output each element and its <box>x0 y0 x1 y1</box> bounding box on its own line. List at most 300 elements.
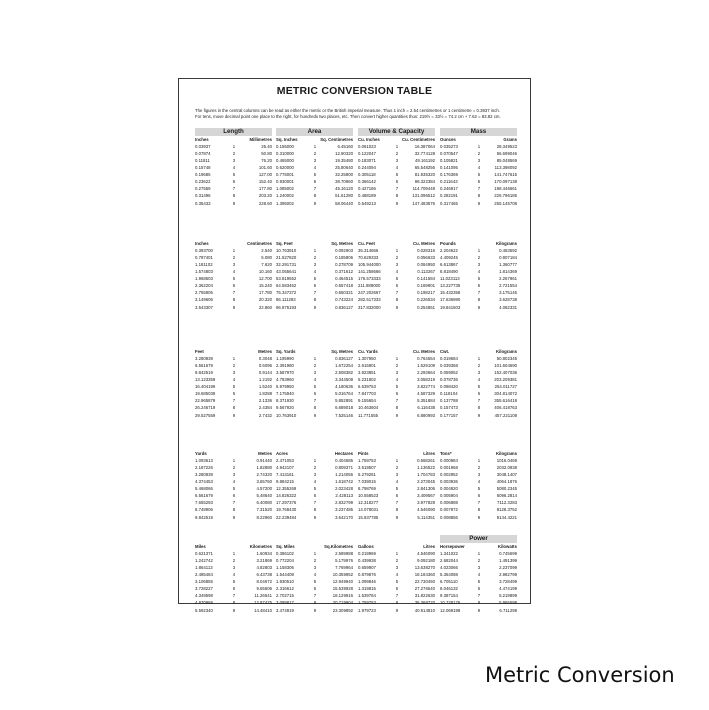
value-left: 17.636980 <box>440 297 461 303</box>
table-row <box>358 571 435 578</box>
intro-line: For tens, move decimal point one place to the right, for hundreds two places, etc. Then convert higher quantities thus: 219½ = 33½ = 74.2 cm + 7.62 = 83.82 cm. <box>195 114 501 120</box>
column-header <box>440 348 517 355</box>
value-right: 0.743224 <box>335 297 353 303</box>
value-left: 0.122047 <box>358 150 376 156</box>
value-factor: 3 <box>232 157 236 163</box>
table-row <box>195 268 272 275</box>
table-row <box>358 485 435 492</box>
category-banner: Area <box>276 128 353 136</box>
table-row <box>276 507 353 514</box>
value-factor: 1 <box>477 143 481 149</box>
value-right: 0.278709 <box>335 261 353 267</box>
value-factor: 7 <box>232 398 236 404</box>
table-row <box>276 362 353 369</box>
table-row <box>195 171 272 178</box>
value-right: 2.982799 <box>499 572 517 578</box>
value-left: 0.386102 <box>276 550 294 556</box>
value-factor: 4 <box>395 572 399 578</box>
value-left: 15.837785 <box>358 514 379 520</box>
value-factor: 8 <box>395 507 399 513</box>
value-factor: 6 <box>313 179 317 185</box>
value-left: 6.613867 <box>440 261 458 267</box>
value-left: 0.439938 <box>358 557 376 563</box>
column-header <box>276 136 353 143</box>
value-left: 3.149606 <box>195 297 213 303</box>
table-row <box>440 514 517 521</box>
value-right: 58.06440 <box>335 200 353 206</box>
value-left: 1.979723 <box>358 607 376 613</box>
table-row <box>276 485 353 492</box>
value-left: 0.078736 <box>440 377 458 383</box>
value-left: 0.879876 <box>358 572 376 578</box>
table-row <box>195 571 272 578</box>
column-header <box>276 450 353 457</box>
value-left: 0.19685 <box>195 172 211 178</box>
value-factor: 2 <box>395 464 399 470</box>
value-factor: 7 <box>477 500 481 506</box>
conversion-table-card <box>178 78 531 613</box>
value-factor: 9 <box>232 200 236 206</box>
value-factor: 3 <box>395 157 399 163</box>
column-header <box>195 450 272 457</box>
value-left: 6.561679 <box>195 493 213 499</box>
value-left: 2.316612 <box>276 586 294 592</box>
table-row <box>440 571 517 578</box>
value-left: 2.471053 <box>276 457 294 463</box>
header-right-unit: Grams <box>503 137 517 142</box>
value-left: 3.280839 <box>195 471 213 477</box>
table-row <box>440 412 517 419</box>
value-left: 4.970969 <box>195 600 213 606</box>
header-left-unit: Inches <box>195 137 209 142</box>
value-right: 6.40080 <box>256 500 272 506</box>
value-factor: 4 <box>395 165 399 171</box>
value-right: 65.548256 <box>414 165 435 171</box>
value-factor: 6 <box>232 391 236 397</box>
value-left: 1.242742 <box>195 557 213 563</box>
value-left: 0.008856 <box>440 514 458 520</box>
table-row <box>195 143 272 150</box>
value-left: 29.527559 <box>195 412 216 418</box>
table-row <box>195 600 272 607</box>
conversion-block <box>195 232 272 311</box>
table-row <box>440 193 517 200</box>
value-left: 3.088817 <box>276 600 294 606</box>
table-row <box>440 585 517 592</box>
value-right: 9.092180 <box>417 557 435 563</box>
value-left: 0.019684 <box>440 355 458 361</box>
value-left: 12.355269 <box>276 486 297 492</box>
value-left: 7.847703 <box>358 391 376 397</box>
value-factor: 8 <box>232 405 236 411</box>
value-right: 12.87475 <box>254 600 272 606</box>
table-row <box>195 578 272 585</box>
value-left: 3.587970 <box>276 369 294 375</box>
value-left: 0.31496 <box>195 193 211 199</box>
value-left: 0.549213 <box>358 200 376 206</box>
value-left: 8.748906 <box>195 507 213 513</box>
value-factor: 6 <box>477 179 481 185</box>
header-right-unit: Litres <box>423 544 435 549</box>
value-factor: 1 <box>313 457 317 463</box>
value-right: 114.709448 <box>412 186 435 192</box>
table-row <box>440 150 517 157</box>
value-factor: 1 <box>232 550 236 556</box>
value-right: 11.26541 <box>254 593 272 599</box>
value-right: 406.418763 <box>494 405 517 411</box>
value-left: 0.465000 <box>276 157 294 163</box>
header-left-unit: Inches <box>195 241 209 246</box>
column-header <box>358 543 435 550</box>
value-factor: 8 <box>477 405 481 411</box>
value-factor: 2 <box>313 362 317 368</box>
value-right: 0.185806 <box>335 254 353 260</box>
value-right: 2.721554 <box>499 283 517 289</box>
value-factor: 8 <box>232 507 236 513</box>
value-right: 7.620 <box>261 261 272 267</box>
table-row <box>358 157 435 164</box>
table-row <box>358 492 435 499</box>
value-left: 4.374453 <box>195 479 213 485</box>
value-factor: 6 <box>395 493 399 499</box>
header-right-unit: Kilowatts <box>497 544 517 549</box>
value-right: 1.136522 <box>417 464 435 470</box>
value-right: 7112.3283 <box>497 500 517 506</box>
value-left: 0.282191 <box>440 193 458 199</box>
conversion-block <box>440 535 517 614</box>
table-row <box>195 398 272 405</box>
table-row <box>195 355 272 362</box>
value-right: 56.699046 <box>496 150 517 156</box>
value-right: 20.320 <box>258 297 272 303</box>
value-factor: 3 <box>477 369 481 375</box>
value-right: 5.080 <box>261 254 272 260</box>
conversion-block <box>440 128 517 207</box>
value-factor: 5 <box>313 172 317 178</box>
value-right: 177.80 <box>258 186 272 192</box>
conversion-block <box>276 442 353 521</box>
column-header <box>440 543 517 550</box>
value-factor: 5 <box>313 276 317 282</box>
table-row <box>276 457 353 464</box>
table-row <box>440 261 517 268</box>
value-factor: 1 <box>232 247 236 253</box>
value-right: 32.774128 <box>414 150 435 156</box>
value-left: 105.944000 <box>358 261 381 267</box>
value-right: 16.387064 <box>414 143 435 149</box>
value-left: 2.755905 <box>195 290 213 296</box>
value-right: 355.616418 <box>494 398 517 404</box>
value-factor: 5 <box>477 486 481 492</box>
value-right: 2.273045 <box>417 479 435 485</box>
value-factor: 3 <box>313 261 317 267</box>
table-row <box>440 186 517 193</box>
value-left: 1.539784 <box>358 593 376 599</box>
value-right: 2.4384 <box>258 405 272 411</box>
value-left: 6.539753 <box>358 384 376 390</box>
value-factor: 4 <box>313 377 317 383</box>
value-left: 32.291731 <box>276 261 297 267</box>
value-left: 43.055641 <box>276 269 297 275</box>
value-right: 23.309892 <box>332 607 353 613</box>
value-factor: 1 <box>477 457 481 463</box>
value-factor: 3 <box>395 471 399 477</box>
value-left: 0.002952 <box>440 471 458 477</box>
value-factor: 1 <box>395 143 399 149</box>
table-row <box>195 290 272 297</box>
table-row <box>195 390 272 397</box>
value-factor: 9 <box>313 412 317 418</box>
table-row <box>195 369 272 376</box>
column-header <box>276 348 353 355</box>
table-row <box>440 578 517 585</box>
value-left: 1.093613 <box>195 457 213 463</box>
value-factor: 1 <box>477 247 481 253</box>
value-left: 0.118104 <box>440 391 458 397</box>
value-right: 0.226534 <box>417 297 435 303</box>
value-factor: 8 <box>313 193 317 199</box>
table-row <box>440 564 517 571</box>
value-right: 1.82880 <box>256 464 272 470</box>
table-row <box>440 290 517 297</box>
value-right: 1.2192 <box>258 377 272 383</box>
value-left: 0.004920 <box>440 486 458 492</box>
table-row <box>276 304 353 311</box>
table-row <box>276 193 353 200</box>
value-factor: 8 <box>477 600 481 606</box>
value-factor: 9 <box>477 514 481 520</box>
value-factor: 9 <box>477 304 481 310</box>
value-factor: 1 <box>232 457 236 463</box>
table-row <box>195 457 272 464</box>
value-factor: 1 <box>395 355 399 361</box>
table-row <box>276 150 353 157</box>
value-left: 0.393700 <box>195 247 213 253</box>
value-factor: 7 <box>395 593 399 599</box>
value-left: 0.659907 <box>358 564 376 570</box>
header-left-unit: Tons* <box>440 451 452 456</box>
value-left: 0.772204 <box>276 557 294 563</box>
value-left: 70.629333 <box>358 254 379 260</box>
value-left: 0.177157 <box>440 412 458 418</box>
value-right: 14.48410 <box>254 607 272 613</box>
table-row <box>358 282 435 289</box>
table-row <box>358 464 435 471</box>
value-factor: 3 <box>477 157 481 163</box>
value-right: 2.428113 <box>335 493 353 499</box>
value-right: 0.404685 <box>335 457 353 463</box>
value-factor: 5 <box>232 486 236 492</box>
table-row <box>195 478 272 485</box>
value-left: 0.244094 <box>358 165 376 171</box>
value-right: 0.907184 <box>499 254 517 260</box>
table-row <box>276 275 353 282</box>
value-left: 22.239484 <box>276 514 297 520</box>
value-right: 2.540 <box>261 247 272 253</box>
table-row <box>276 412 353 419</box>
value-factor: 5 <box>395 172 399 178</box>
value-right: 4.546090 <box>417 550 435 556</box>
table-row <box>276 478 353 485</box>
value-left: 5.979950 <box>276 384 294 390</box>
caption: Metric Conversion <box>485 663 675 687</box>
header-left-unit: Feet <box>195 349 204 354</box>
value-factor: 6 <box>477 493 481 499</box>
value-right: 2.1336 <box>258 398 272 404</box>
table-row <box>195 550 272 557</box>
value-right: 5.351884 <box>417 398 435 404</box>
value-factor: 7 <box>477 290 481 296</box>
value-left: 0.183071 <box>358 157 376 163</box>
value-factor: 9 <box>313 607 317 613</box>
value-factor: 9 <box>477 200 481 206</box>
value-factor: 7 <box>232 500 236 506</box>
table-row <box>358 507 435 514</box>
value-factor: 9 <box>395 200 399 206</box>
value-right: 31.822630 <box>414 593 435 599</box>
value-factor: 9 <box>395 412 399 418</box>
value-left: 5.468066 <box>195 486 213 492</box>
value-left: 0.427166 <box>358 186 376 192</box>
table-row <box>440 369 517 376</box>
value-right: 5.48640 <box>256 493 272 499</box>
table-row <box>358 557 435 564</box>
conversion-block <box>358 128 435 207</box>
value-left: 8.371930 <box>276 398 294 404</box>
value-right: 6.43738 <box>256 572 272 578</box>
value-factor: 2 <box>395 150 399 156</box>
value-factor: 7 <box>313 500 317 506</box>
value-right: 20.719904 <box>332 600 353 606</box>
value-right: 0.141584 <box>417 276 435 282</box>
value-left: 3.728227 <box>195 586 213 592</box>
page-title: METRIC CONVERSION TABLE <box>276 85 433 97</box>
value-right: 0.650321 <box>335 290 353 296</box>
conversion-block <box>276 232 353 311</box>
table-row <box>358 383 435 390</box>
value-right: 457.221108 <box>494 412 517 418</box>
table-row <box>440 492 517 499</box>
value-left: 0.105821 <box>440 157 458 163</box>
value-factor: 2 <box>477 557 481 563</box>
table-row <box>358 164 435 171</box>
value-right: 36.368720 <box>414 600 435 606</box>
conversion-block <box>358 232 435 311</box>
value-left: 7.039015 <box>358 479 376 485</box>
value-right: 50.802345 <box>496 355 517 361</box>
value-right: 6.45160 <box>337 143 353 149</box>
table-row <box>358 297 435 304</box>
table-row <box>276 585 353 592</box>
value-left: 1.759753 <box>358 600 376 606</box>
value-factor: 4 <box>395 269 399 275</box>
value-factor: 4 <box>313 572 317 578</box>
header-right-unit: Sq.Kilometres <box>324 544 353 549</box>
value-right: 2.237099 <box>499 564 517 570</box>
value-left: 10.763910 <box>276 247 297 253</box>
value-factor: 5 <box>232 172 236 178</box>
value-left: 0.059052 <box>440 369 458 375</box>
table-row <box>358 178 435 185</box>
value-right: 3.344509 <box>335 377 353 383</box>
value-right: 0.084950 <box>417 261 435 267</box>
table-row <box>195 282 272 289</box>
value-factor: 8 <box>477 507 481 513</box>
table-row <box>276 157 353 164</box>
value-right: 10.160 <box>258 269 272 275</box>
value-left: 1.544408 <box>276 572 294 578</box>
value-factor: 3 <box>313 369 317 375</box>
value-factor: 6 <box>477 283 481 289</box>
table-row <box>276 369 353 376</box>
table-row <box>276 564 353 571</box>
value-left: 2.682044 <box>440 557 458 563</box>
value-left: 0.620000 <box>276 165 294 171</box>
value-factor: 2 <box>477 362 481 368</box>
table-row <box>276 247 353 254</box>
value-right: 0.836127 <box>335 304 353 310</box>
value-factor: 5 <box>477 276 481 282</box>
value-factor: 2 <box>395 362 399 368</box>
table-row <box>276 143 353 150</box>
value-factor: 3 <box>232 261 236 267</box>
value-right: 2.74320 <box>256 471 272 477</box>
value-left: 64.583462 <box>276 283 297 289</box>
table-row <box>195 405 272 412</box>
value-left: 12.318277 <box>358 500 379 506</box>
table-row <box>358 550 435 557</box>
conversion-block <box>195 340 272 419</box>
value-right: 170.097138 <box>494 179 517 185</box>
conversion-block <box>440 232 517 311</box>
table-row <box>276 186 353 193</box>
value-left: 0.35433 <box>195 200 211 206</box>
value-right: 2032.0938 <box>496 464 517 470</box>
category-banner: Volume & Capacity <box>358 128 435 136</box>
table-row <box>440 143 517 150</box>
value-right: 1.491399 <box>499 557 517 563</box>
table-row <box>358 261 435 268</box>
value-left: 4.409245 <box>440 254 458 260</box>
value-left: 5.279261 <box>358 471 376 477</box>
conversion-block <box>440 340 517 419</box>
value-right: 5.219899 <box>499 593 517 599</box>
table-row <box>358 390 435 397</box>
value-right: 18.184360 <box>414 572 435 578</box>
value-right: 45.16120 <box>335 186 353 192</box>
value-factor: 2 <box>395 557 399 563</box>
value-left: 0.317465 <box>440 200 458 206</box>
table-row <box>195 492 272 499</box>
value-factor: 6 <box>477 391 481 397</box>
table-row <box>358 376 435 383</box>
table-row <box>276 178 353 185</box>
value-left: 3.543307 <box>195 304 213 310</box>
value-left: 3.519507 <box>358 464 376 470</box>
value-factor: 6 <box>313 283 317 289</box>
value-right: 147.483576 <box>412 200 435 206</box>
value-right: 6.689018 <box>335 405 353 411</box>
table-row <box>358 369 435 376</box>
header-right-unit: Cu. Metres <box>413 349 435 354</box>
value-factor: 2 <box>477 254 481 260</box>
value-right: 228.60 <box>258 200 272 206</box>
value-right: 0.453592 <box>499 247 517 253</box>
conversion-block <box>276 535 353 614</box>
value-left: 1.195990 <box>276 355 294 361</box>
value-left: 10.463604 <box>358 405 379 411</box>
table-row <box>276 268 353 275</box>
